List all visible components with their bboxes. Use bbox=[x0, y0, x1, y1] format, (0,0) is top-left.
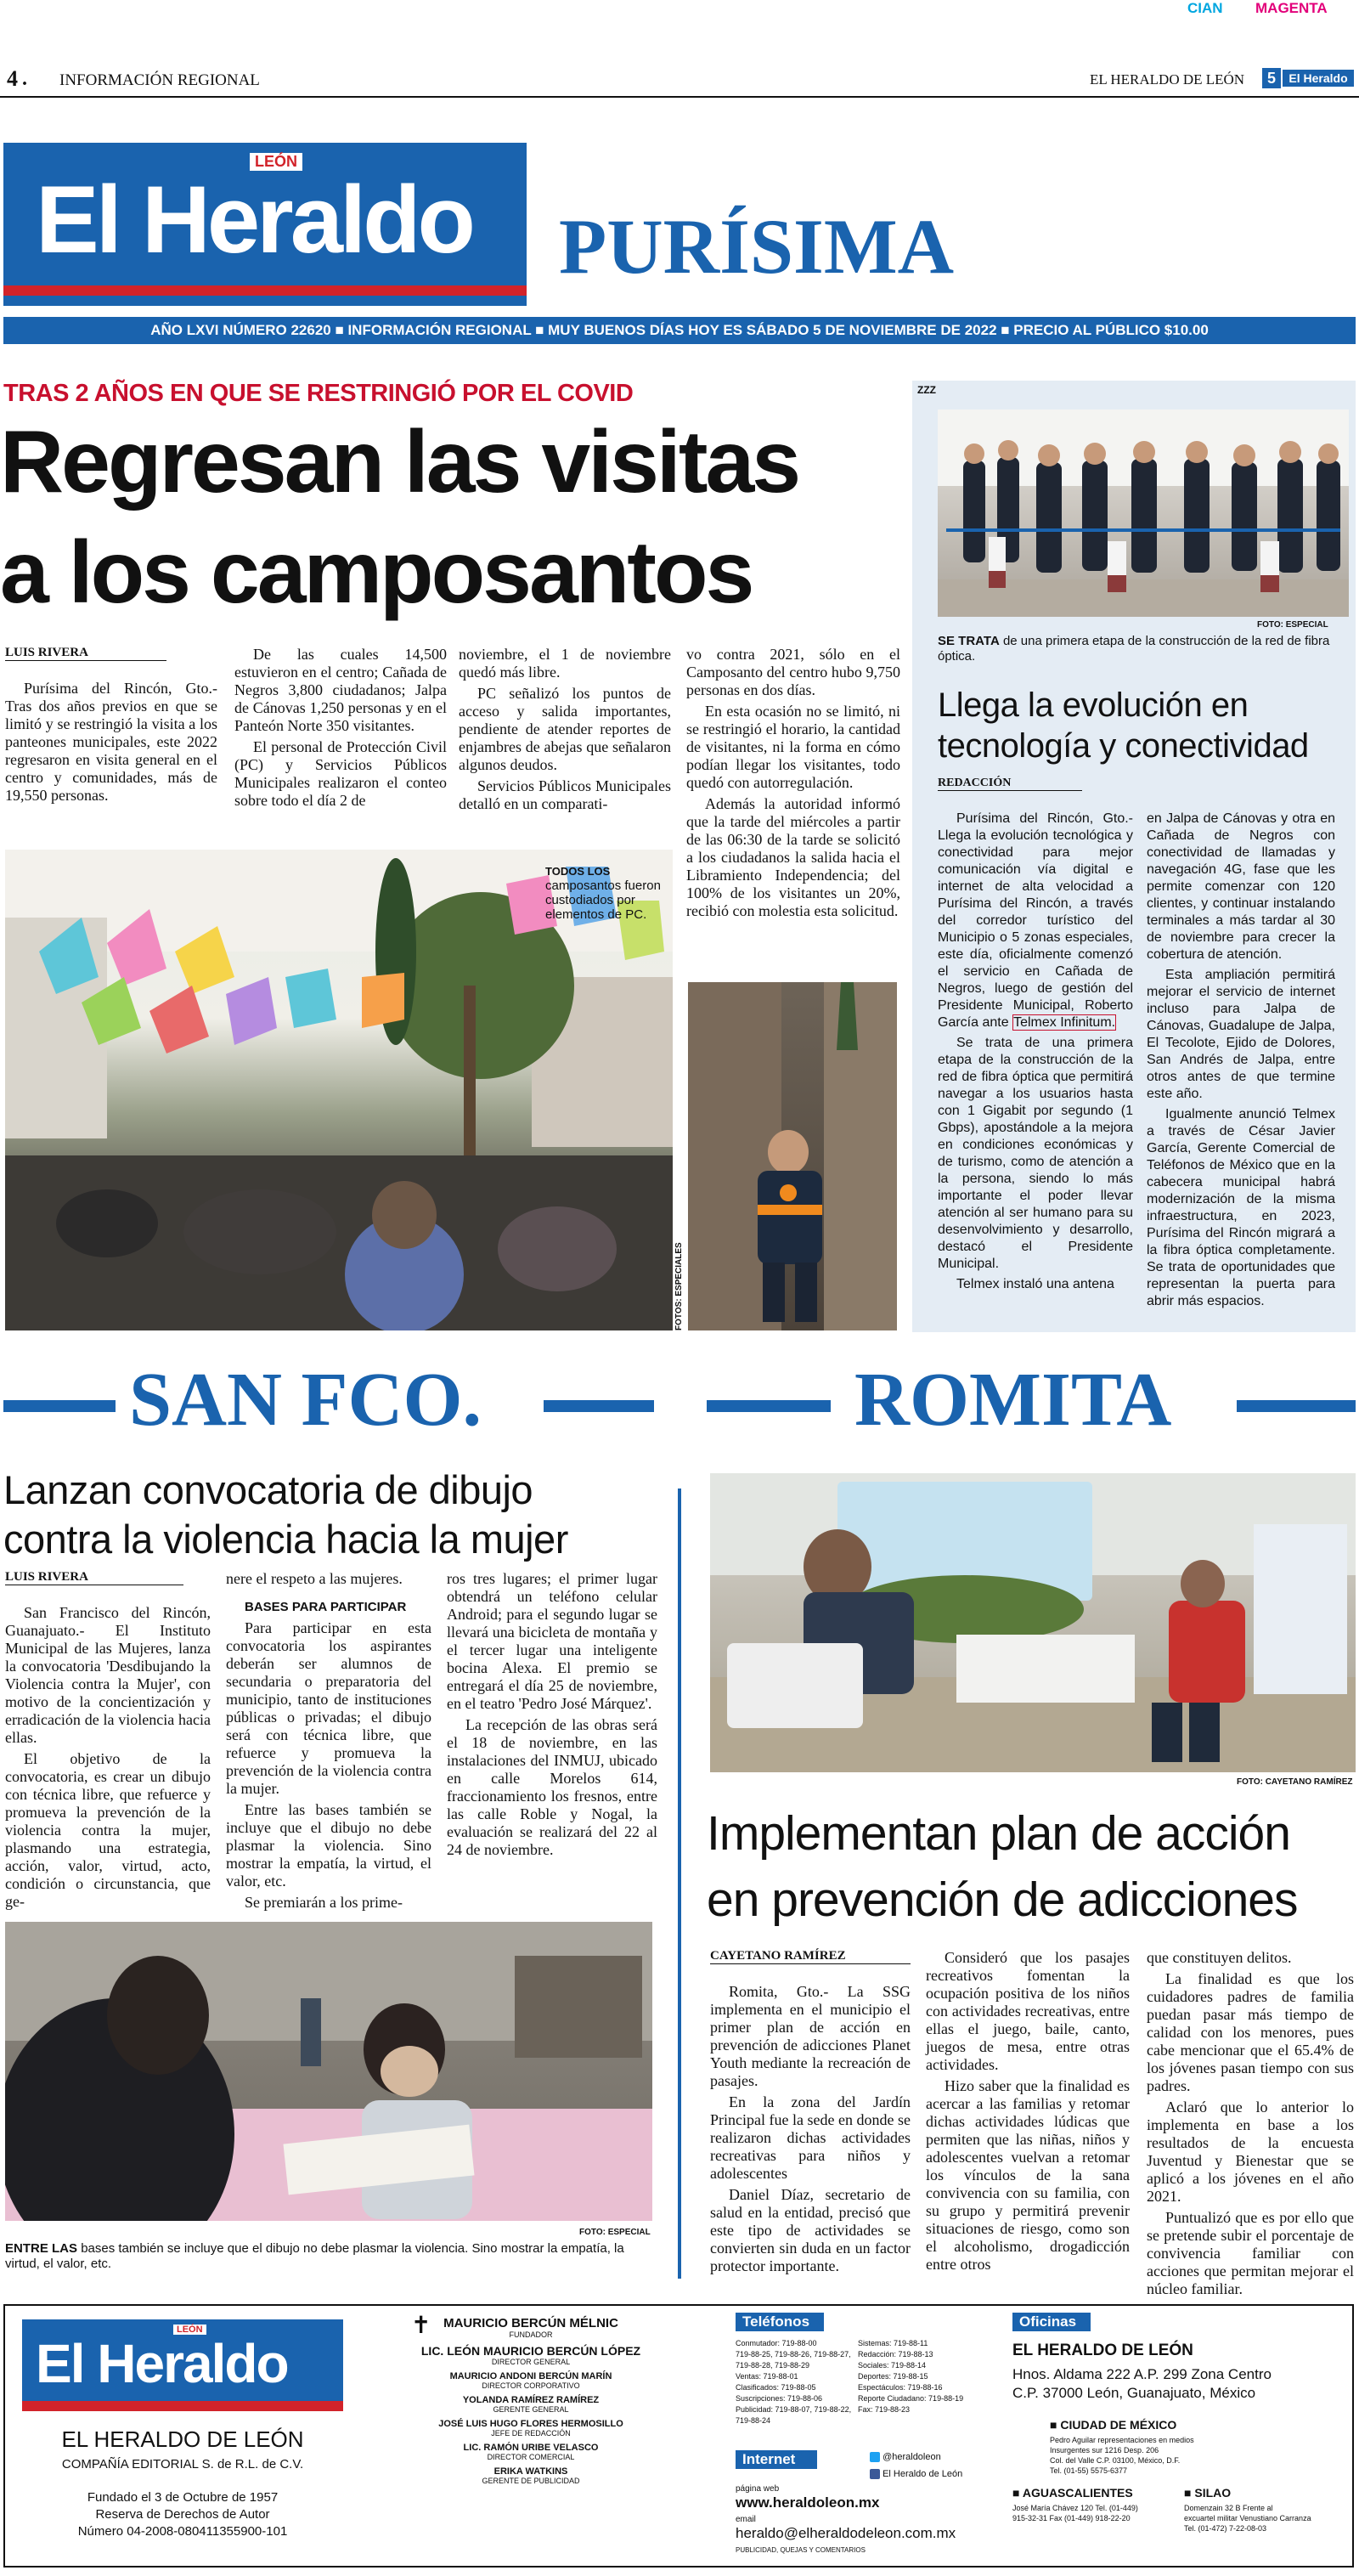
romita-headline-line1: Implementan plan de acción bbox=[707, 1806, 1290, 1861]
twitter-icon bbox=[870, 2452, 880, 2462]
side-byline: REDACCIÓN bbox=[938, 777, 1082, 791]
phones-right: Sistemas: 719-88-11 Redacción: 719-88-13 Sociales: 719-88-14 Deportes: 719-88-15 Espectáculos: 719-88-16 Reporte Ciudadano: 719-88-19 Fax: 719-88-23 bbox=[858, 2339, 964, 2414]
page-number: 4 bbox=[7, 66, 18, 91]
main-headline-line1: Regresan las visitas bbox=[0, 413, 799, 511]
twitter-handle: @heraldoleon bbox=[870, 2452, 941, 2462]
email-note: PUBLICIDAD, QUEJAS Y COMENTARIOS bbox=[736, 2546, 866, 2554]
page-number-dot: . bbox=[22, 68, 27, 90]
silao-title: ■ SILAO bbox=[1184, 2486, 1232, 2500]
edition-title: PURÍSIMA bbox=[559, 203, 955, 290]
sanfco-bar-right bbox=[544, 1400, 654, 1412]
main-col-3: noviembre, el 1 de noviembre quedó más libre. PC señalizó los puntos de acceso y salida importantes, pendiente de atender reportes de enjambres de abejas que señalaron algunos deudos. Servicios Públicos Municipales detalló en un comparati- bbox=[459, 646, 671, 812]
registration-caption: ENTRE LAS bases también se incluye que el dibujo no debe plasmar la violencia. Sino mostrar la empatía, la virtud, el valor, etc. bbox=[5, 2241, 624, 2271]
main-headline-line2: a los camposantos bbox=[0, 523, 753, 622]
staff-list: MAURICIO BERCÚN MÉLNIC FUNDADOR LIC. LEÓN MAURICIO BERCÚN LÓPEZ DIRECTOR GENERAL MAURICIO ANDONI BERCÚN MARÍN DIRECTOR CORPORATIVO YOLANDA RAMÍREZ RAMÍREZ GERENTE GENERAL JOSÉ LUIS HUGO FLORES HERMOSILLO JEFE DE REDACCIÓN LIC. RAMÓN URIBE VELASCO DIRECTOR COMERCIAL ERIKA WATKINS GERENTE DE PUBLICIDAD bbox=[420, 2316, 641, 2485]
side-tag: ZZZ bbox=[917, 384, 936, 396]
romita-byline: CAYETANO RAMÍREZ bbox=[710, 1949, 911, 1964]
main-byline: LUIS RIVERA bbox=[5, 646, 166, 661]
office-address: Hnos. Aldama 222 A.P. 299 Zona Centro C.P. 37000 León, Guanajuato, México bbox=[1012, 2366, 1272, 2401]
cemetery-photo-credit: FOTOS: ESPECIALES bbox=[674, 1242, 684, 1330]
folio-rule bbox=[0, 96, 1359, 98]
ribbon-cutting-photo bbox=[938, 410, 1349, 617]
cyan-mark: CIAN bbox=[1187, 0, 1223, 16]
telmex-highlight: Telmex Infinitum. bbox=[1013, 1015, 1116, 1030]
folio-section: INFORMACIÓN REGIONAL bbox=[59, 71, 260, 89]
romita-col-3: que constituyen delitos. La finalidad es que los cuidadores padres de familia puedan pasar más tiempo de calidad con los menores, pues cabe mencionar que el 65.4% de los jóvenes pasan tiempo con sus padres. Aclaró que lo anterior lo implementa en base a los resultados de la encuesta Juventud y Bienestar que se aplicó a los jóvenes en el año 2021. Puntualizó que es por ello que se pretende subir el porcentaje de convivencia familiar con acciones que permitan mejorar el núcleo familiar. bbox=[1147, 1949, 1354, 2297]
column-divider bbox=[678, 1489, 681, 2279]
internet-title: Internet bbox=[736, 2450, 817, 2469]
footer-company-sub: COMPAÑÍA EDITORIAL S. de R.L. de C.V. bbox=[61, 2457, 304, 2471]
footer-company: EL HERALDO DE LEÓN bbox=[61, 2426, 304, 2452]
romita-headline-line2: en prevención de adicciones bbox=[707, 1873, 1298, 1927]
planet-youth-photo bbox=[710, 1473, 1356, 1772]
side-headline: Llega la evolución en tecnología y conectividad bbox=[938, 686, 1309, 765]
main-col-2: De las cuales 14,500 estuvieron en el centro; Cañada de Negros 3,800 ciudadanos; Jalpa de Cánovas 1,250 personas y en el Panteón Norte 350 visitantes. El personal de Protección Civil (PC) y Servicios Públicos Municipales realizaron el conteo sobre todo el día 2 de bbox=[234, 646, 447, 809]
folio-paper: EL HERALDO DE LEÓN bbox=[1090, 71, 1245, 88]
folio-logo: 5 El Heraldo bbox=[1262, 68, 1354, 88]
side-col-1: Purísima del Rincón, Gto.- Llega la evolución tecnológica y conectividad para mejor comunicación vía digital e internet de alta velocidad a Purísima del Rincón, a través del corredor turístico del Municipio o 5 zonas especiales, este día, oficialmente comenzó el servicio en Cañada de Negros, luego de gestión del Presidente Municipal, Roberto García ante Telmex Infinitum. Se trata de una primera etapa de la construcción de la red de fibra óptica que permitirá navegar a los usuarios hasta con 1 Gigabit por segundo (1 Gbps), apostándole a la mejora en condiciones económicas y de turismo, como de atención a la persona, siendo lo más importante el poder llevar atención al ser humano para su desenvolvimiento y desarrollo, destacó el Presidente Municipal. Telmex instaló una antena bbox=[938, 811, 1133, 1291]
side-photo-credit: FOTO: ESPECIAL bbox=[1257, 620, 1328, 630]
romita-bar-left bbox=[707, 1400, 831, 1412]
email-label: email bbox=[736, 2515, 756, 2524]
phones-title: Teléfonos bbox=[736, 2313, 824, 2331]
ags-title: ■ AGUASCALIENTES bbox=[1012, 2486, 1133, 2500]
silao-address: Domenzain 32 B Frente al excuartel militar Venustiano Carranza Tel. (01-472) 7-22-08-03 bbox=[1184, 2504, 1311, 2533]
web-link[interactable]: www.heraldoleon.mx bbox=[736, 2494, 880, 2511]
magenta-mark: MAGENTA bbox=[1255, 0, 1328, 16]
bases-subhead: BASES PARA PARTICIPAR bbox=[245, 1600, 407, 1614]
side-caption: SE TRATA de una primera etapa de la construcción de la red de fibra óptica. bbox=[938, 634, 1330, 664]
office-name: EL HERALDO DE LEÓN bbox=[1012, 2342, 1193, 2359]
sanfco-bar-left bbox=[3, 1400, 116, 1412]
masthead-logo: LEÓN El Heraldo bbox=[3, 143, 527, 306]
cdmx-title: ■ CIUDAD DE MÉXICO bbox=[1050, 2418, 1177, 2432]
romita-col-1: Romita, Gto.- La SSG implementa en el municipio el primer plan de acción en prevención de adicciones Planet Youth mediante la recreación de pasajes. En la zona del Jardín Principal fue la sede en donde se realizaron dichas actividades recreativas para niños y adolescentes Daniel Díaz, secretario de salud en la entidad, precisó que este tipo de actividades se convierten sin duda en un factor protector importante. bbox=[710, 1983, 911, 2274]
main-col-1: Purísima del Rincón, Gto.- Tras dos años previos en que se limitó y se restringió la visita a los panteones municipales, este 2022 regresaron en visita general en el centro y comunidades, más de 19,550 personas. bbox=[5, 680, 217, 804]
email-link[interactable]: heraldo@elheraldodeleon.com.mx bbox=[736, 2525, 956, 2541]
romita-col-2: Consideró que los pasajes recreativos fomentan la ocupación positiva de los niños con actividades recreativas, entre ellas el juego, baile, canto, juegos de mesa, entre otras actividades. Hizo saber que la finalidad es acercar a las familias y retomar dichas actividades lúdicas que permiten que las niñas, niños y adolescentes vuelvan a retomar los vínculos de la sana convivencia con su familia, con su grupo y permitirá prevenir situaciones de riesgo, como son el alcoholismo, drogadicción entre otros bbox=[926, 1949, 1130, 2273]
footer-logo: LEÓN El Heraldo bbox=[22, 2319, 343, 2411]
sanfco-col-3: ros tres lugares; el primer lugar obtendrá un teléfono celular Android; para el segundo lugar se llevará una bicicleta de montaña y el tercer lugar una inteligente bocina Alexa. El premio se entregará el día 25 de noviembre, en el teatro 'Pedro José Márquez'. La recepción de las obras será el 18 de noviembre, en las instalaciones del INMUJ, ubicado en calle Morelos 614, fraccionamiento los fresnos, entre las calle Roble y Nogal, la evaluación se realizará del 22 al 24 de noviembre. bbox=[447, 1570, 657, 1858]
ags-address: José María Chávez 120 Tel. (01-449) 915-32-31 Fax (01-449) 918-22-20 bbox=[1012, 2504, 1138, 2522]
romita-bar-right bbox=[1237, 1400, 1356, 1412]
facebook-page: El Heraldo de León bbox=[870, 2469, 962, 2479]
web-label: página web bbox=[736, 2484, 780, 2494]
phones-left: Conmutador: 719-88-00 719-88-25, 719-88-26, 719-88-27, 719-88-28, 719-88-29 Ventas: 719-88-01 Clasificados: 719-88-05 Suscripciones: 719-88-06 Publicidad: 719-88-07, 719-88-22, 719-88-24 bbox=[736, 2339, 852, 2425]
sanfco-col-2: nere el respeto a las mujeres. BASES PARA PARTICIPAR Para participar en esta convocatoria los aspirantes deberán ser alumnos de secundaria o preparatoria del municipio, tanto de instituciones públicas o privadas; el dibujo será con técnica libre, que refuerce y promueva la prevención de la violencia contra la mujer. Entre las bases también se incluye que el dibujo no debe plasmar la violencia. Sino mostrar la empatía, la virtud, el valor, etc. Se premiarán a los prime- bbox=[226, 1570, 431, 1911]
registration-photo-credit: FOTO: ESPECIAL bbox=[579, 2228, 651, 2237]
main-col-4: vo contra 2021, sólo en el Camposanto del centro hubo 9,750 personas en dos días. En esta ocasión no se limitó, ni se restringió el horario, la cantidad de visitantes, ni la forma en cómo podían llegar los visitantes, todo quedó con autorregulación. Además la autoridad informó que la tarde del miércoles a partir de las 06:30 de la tarde se solicitó a los ciudadanos la salida hacia el Libramiento Independencia; del 100% de los visitantes un 20%, recibió con molestia esta solicitud. bbox=[686, 646, 900, 919]
cross-icon: ✝ bbox=[411, 2312, 431, 2338]
sanfco-section-title: SAN FCO. bbox=[129, 1358, 482, 1442]
sanfco-col-1: San Francisco del Rincón, Guanajuato.- El Instituto Municipal de las Mujeres, lanza la convocatoria 'Desdibujando la Violencia contra la Mujer', con motivo de la concientización y erradicación de la violencia hacia ellas. El objetivo de la convocatoria, es crear un dibujo con técnica libre, que refuerce y promueva la prevención de la violencia contra la mujer, plasmando una estrategia, acción, valor, virtud, acto, condición o circunstancia, que ge- bbox=[5, 1604, 211, 1910]
cemetery-caption: TODOS LOS camposantos fueron custodiados por elementos de PC. bbox=[545, 865, 661, 922]
cdmx-address: Pedro Aguilar representaciones en medios Insurgentes sur 1216 Desp. 206 Col. del Valle C.P. 03100, México, D.F. Tel. (01-55) 5575-6377 bbox=[1050, 2436, 1194, 2475]
planet-youth-photo-credit: FOTO: CAYETANO RAMÍREZ bbox=[1237, 1777, 1353, 1787]
sanfco-headline-line2: contra la violencia hacia la mujer bbox=[3, 1517, 568, 1562]
main-kicker: TRAS 2 AÑOS EN QUE SE RESTRINGIÓ POR EL COVID bbox=[3, 380, 634, 407]
side-col-2: en Jalpa de Cánovas y otra en Cañada de Negros con conectividad de llamadas y navegación 4G, fase que les permite comenzar con 120 clientes, y continuar instalando terminales a más tardar al 30 de noviembre para crecer la cobertura de atención. Esta ampliación permitirá mejorar el servicio de internet incluso para Jalpa de Cánovas, Guadalupe de Jalpa, El Tecolote, Ejido de Dolores, San Andrés de Jalpa, entre otros antes de que termine este año. Igualmente anunció Telmex a través de César Javier García, Gerente Comercial de Teléfonos de México que en la cabecera municipal habrá modernización de la misma infraestructura, en 2023, Purísima del Rincón migrará a la fibra óptica completamente. Se trata de oportunidades que representan la puerta para abrir más espacios. bbox=[1147, 811, 1335, 1308]
civil-protection-photo bbox=[688, 982, 897, 1330]
romita-section-title: ROMITA bbox=[854, 1358, 1172, 1442]
sanfco-headline-line1: Lanzan convocatoria de dibujo bbox=[3, 1467, 533, 1512]
offices-title: Oficinas bbox=[1012, 2313, 1091, 2331]
footer-registration: Fundado el 3 de Octubre de 1957 Reserva de Derechos de Autor Número 04-2008-080411355900-101 bbox=[77, 2490, 288, 2539]
dateline-bar: AÑO LXVI NÚMERO 22620 ■ INFORMACIÓN REGIONAL ■ MUY BUENOS DÍAS HOY ES SÁBADO 5 DE NOVIEMBRE DE 2022 ■ PRECIO AL PÚBLICO $10.00 bbox=[3, 317, 1356, 344]
registration-photo bbox=[5, 1922, 652, 2221]
sanfco-byline: LUIS RIVERA bbox=[5, 1570, 183, 1585]
facebook-icon bbox=[870, 2469, 880, 2479]
